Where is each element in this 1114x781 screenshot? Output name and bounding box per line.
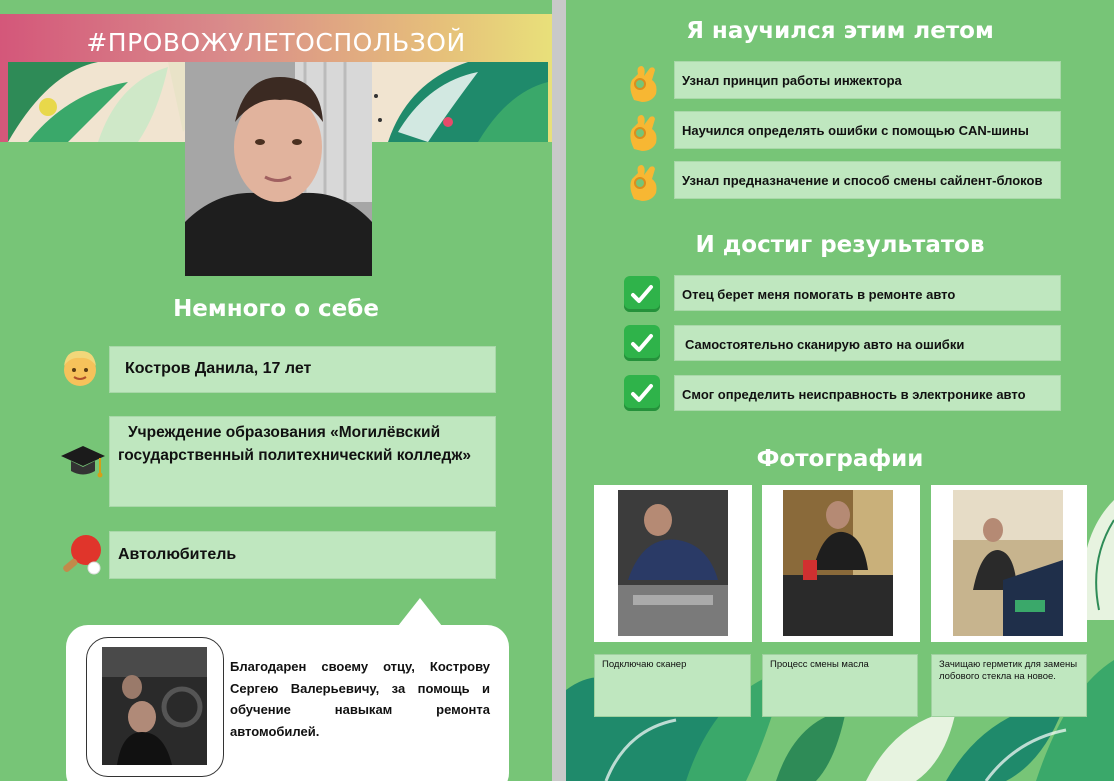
about-heading: Немного о себе [173, 296, 379, 322]
result-box-3 [674, 375, 1061, 411]
ping-pong-icon [58, 532, 106, 580]
boy-face-icon [60, 348, 100, 388]
photo-caption-1: Подключаю сканер [594, 654, 751, 717]
photo-windshield [953, 490, 1063, 636]
info-box-education [109, 416, 496, 507]
learned-text-1: Узнал принцип работы инжектора [682, 73, 902, 88]
graduation-cap-icon [60, 440, 106, 486]
check-mark-icon [624, 276, 660, 312]
photo-scanner-illustration [618, 490, 728, 636]
photo-caption-2: Процесс смены масла [762, 654, 918, 717]
father-photo-illustration [102, 647, 207, 765]
banner-title: #ПРОВОЖУЛЕТОСПОЛЬЗОЙ [86, 28, 466, 57]
learned-box-2 [674, 111, 1061, 149]
photo-oil-change [783, 490, 893, 636]
info-text-education: Учреждение образования «Могилёвский государственный политехнический колледж» [118, 424, 471, 464]
portrait-illustration [185, 62, 372, 276]
right-page [566, 0, 1114, 781]
result-text-2: Самостоятельно сканирую авто на ошибки [685, 337, 965, 352]
check-mark-icon [624, 375, 660, 411]
result-box-1 [674, 275, 1061, 311]
ok-hand-icon [624, 161, 664, 201]
check-mark-icon [624, 325, 660, 361]
result-box-2 [674, 325, 1061, 361]
result-text-3: Смог определить неисправность в электронике авто [682, 387, 1026, 402]
results-heading: И достиг результатов [695, 232, 985, 258]
father-photo [102, 647, 207, 765]
photo-windshield-illustration [953, 490, 1063, 636]
photos-heading: Фотографии [756, 446, 924, 472]
learned-text-2: Научился определять ошибки с помощью CAN-шины [682, 123, 1029, 138]
ok-hand-icon [624, 62, 664, 102]
learned-box-1 [674, 61, 1061, 99]
info-text-name: Костров Данила, 17 лет [125, 360, 312, 377]
bubble-tail [398, 598, 442, 626]
portrait-photo [185, 62, 372, 276]
result-text-1: Отец берет меня помогать в ремонте авто [682, 287, 956, 302]
photo-caption-3: Зачищаю герметик для замены лобового стекла на новое. [931, 654, 1087, 717]
learned-heading: Я научился этим летом [686, 18, 994, 44]
learned-text-3: Узнал предназначение и способ смены сайлент-блоков [682, 173, 1043, 188]
info-text-hobby: Автолюбитель [118, 546, 237, 563]
left-page [0, 0, 552, 781]
gratitude-text: Благодарен своему отцу, Кострову Сергею Валерьевичу, за помощь и обучение навыкам ремонта автомобилей. [230, 659, 490, 739]
learned-box-3 [674, 161, 1061, 199]
ok-hand-icon [624, 111, 664, 151]
photo-oil-change-illustration [783, 490, 893, 636]
info-box-name [109, 346, 496, 393]
info-box-hobby [109, 531, 496, 579]
photo-scanner [618, 490, 728, 636]
